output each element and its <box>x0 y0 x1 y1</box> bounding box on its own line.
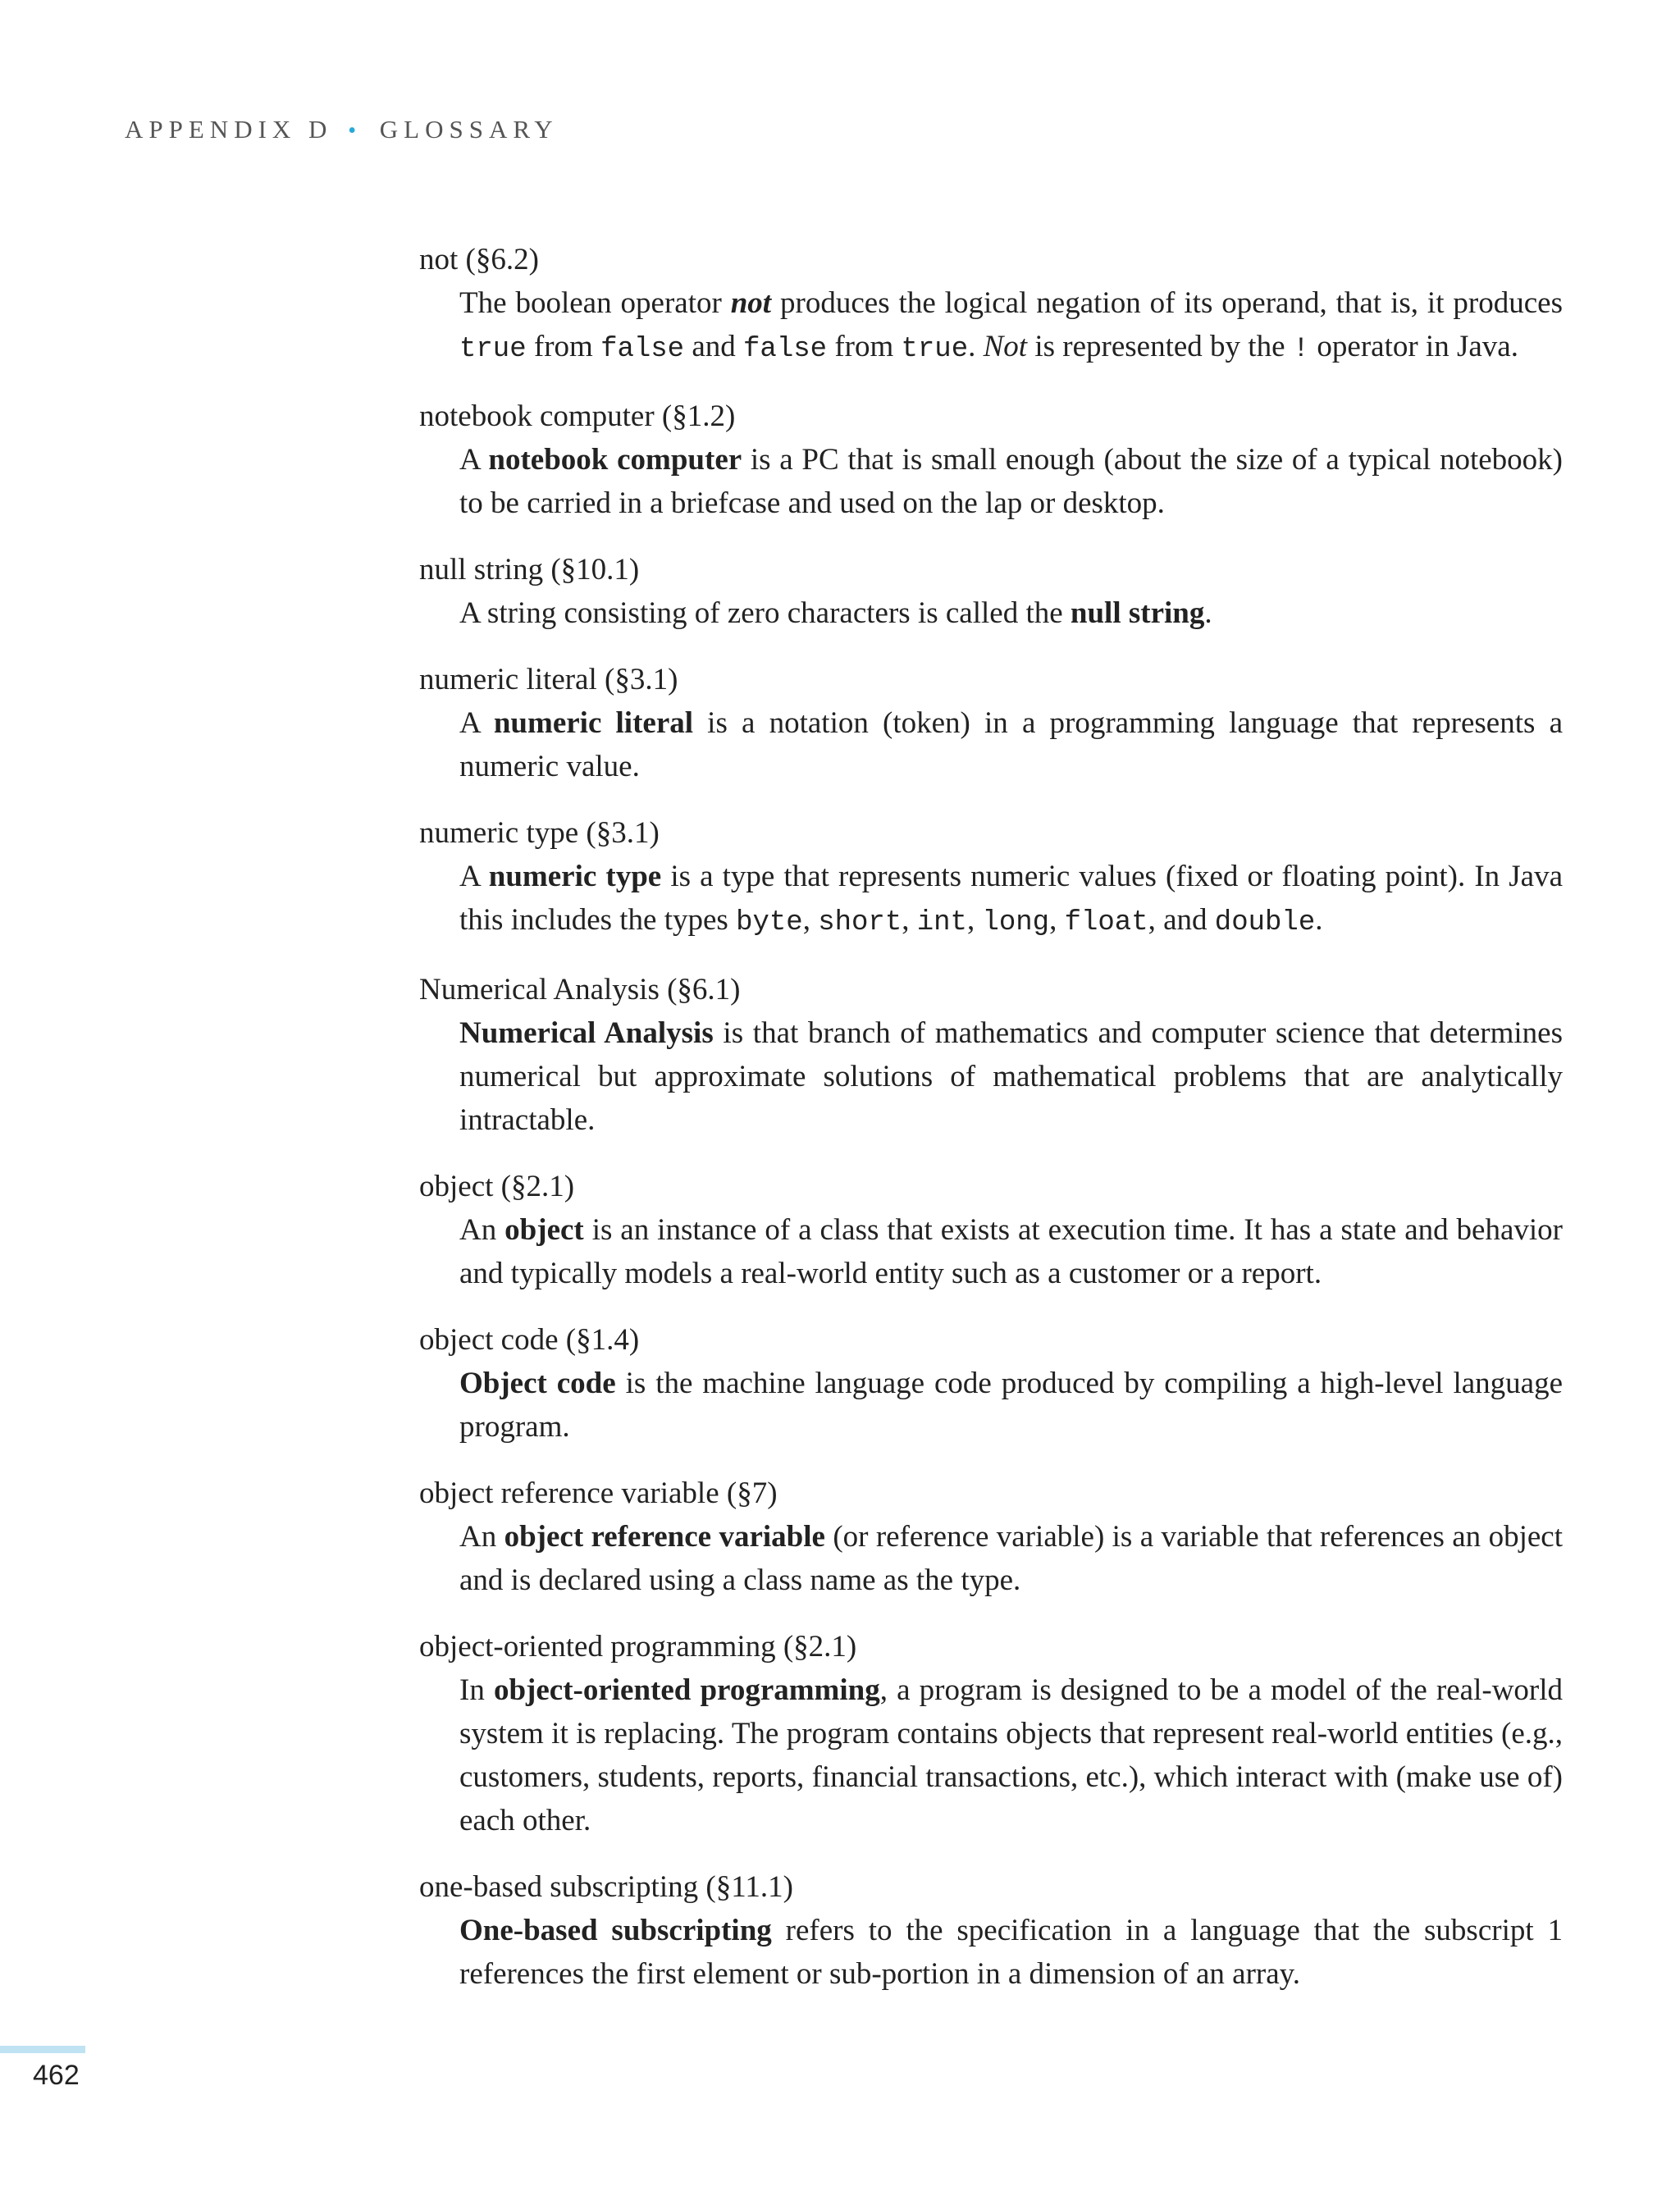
definition-text: operator in Java. <box>1309 330 1518 363</box>
glossary-term: object-oriented programming (§2.1) <box>419 1630 857 1664</box>
definition-text: , <box>902 903 917 937</box>
definition-text: is a PC that is small enough (about the size of a typical notebook) to be carried in a briefcase and used on the lap or desktop. <box>459 443 1563 520</box>
definition-text: . <box>968 330 984 363</box>
definition-text: is represented by the <box>1027 330 1293 363</box>
glossary-term: null string (§10.1) <box>419 553 640 586</box>
defined-term: One-based subscripting <box>459 1914 772 1947</box>
glossary-term: not (§6.2) <box>419 243 539 276</box>
running-head <box>125 113 559 148</box>
emphasis-text: Not <box>983 330 1028 363</box>
definition-text: from <box>827 330 902 363</box>
defined-term: Object code <box>459 1367 616 1400</box>
code-keyword: ! <box>1292 334 1310 365</box>
code-keyword: double <box>1214 907 1316 938</box>
glossary-definition <box>459 1011 1563 1142</box>
definition-text: and <box>684 330 744 363</box>
code-keyword: int <box>916 907 967 938</box>
glossary-definition <box>459 591 1563 635</box>
glossary-definition <box>459 438 1563 525</box>
page-number-rule <box>0 2046 85 2053</box>
definition-text: , <box>966 903 983 937</box>
code-keyword: byte <box>736 907 803 938</box>
glossary-entry <box>419 1472 1563 1602</box>
glossary-entry <box>419 548 1563 635</box>
defined-term: object reference variable <box>504 1520 825 1554</box>
code-keyword: long <box>982 907 1050 938</box>
definition-text: , <box>1049 903 1065 937</box>
definition-text: The boolean operator <box>459 286 731 320</box>
running-head-title: GLOSSARY <box>379 115 559 144</box>
glossary-definition <box>459 1668 1563 1842</box>
glossary-entry <box>419 811 1563 945</box>
glossary-term: numeric literal (§3.1) <box>419 663 678 696</box>
glossary-entry <box>419 658 1563 788</box>
glossary-definition <box>459 1208 1563 1295</box>
definition-text: A <box>459 706 494 740</box>
definition-text: A <box>459 860 489 893</box>
definition-text: (or reference variable) is a variable that references an object and is declared using a class name as the type. <box>459 1520 1563 1597</box>
glossary-term: notebook computer (§1.2) <box>419 399 736 433</box>
code-keyword: true <box>459 334 527 365</box>
glossary-term: numeric type (§3.1) <box>419 816 660 850</box>
definition-text: is a notation (token) in a programming language that represents a numeric value. <box>459 706 1563 783</box>
definition-text: An <box>459 1520 504 1554</box>
defined-term: null string <box>1070 596 1205 630</box>
glossary-definition <box>459 1362 1563 1449</box>
definition-text: refers to the specification in a language that the subscript 1 references the first element or sub-portion in a dimension of an array. <box>459 1914 1563 1991</box>
glossary-definition <box>459 1515 1563 1602</box>
definition-text: An <box>459 1213 505 1247</box>
code-keyword: true <box>901 334 969 365</box>
glossary-entry <box>419 1625 1563 1842</box>
running-head-section: APPENDIX D <box>125 115 333 144</box>
code-keyword: false <box>743 334 828 365</box>
glossary-entry <box>419 1165 1563 1295</box>
glossary-term: Numerical Analysis (§6.1) <box>419 973 741 1006</box>
code-keyword: short <box>818 907 902 938</box>
glossary-term: object (§2.1) <box>419 1170 575 1203</box>
defined-term: object <box>504 1213 584 1247</box>
defined-term: notebook computer <box>488 443 742 477</box>
glossary-entry <box>419 238 1563 372</box>
glossary-entry <box>419 1865 1563 1996</box>
definition-text: is a type that represents numeric values (fixed or floating point). In Java this includes the types <box>459 860 1563 937</box>
definition-text: produces the logical negation of its operand, that is, it produces <box>771 286 1563 320</box>
glossary-definition <box>459 281 1563 372</box>
definition-text: , <box>802 903 819 937</box>
glossary-definition <box>459 701 1563 788</box>
page-number: 462 <box>33 2060 80 2091</box>
defined-term: numeric type <box>488 860 662 893</box>
glossary-entry <box>419 395 1563 525</box>
code-keyword: float <box>1064 907 1148 938</box>
glossary-list <box>419 238 1563 2019</box>
definition-text: from <box>526 330 601 363</box>
glossary-term: object reference variable (§7) <box>419 1476 778 1510</box>
definition-text: . <box>1204 596 1212 630</box>
glossary-entry <box>419 1318 1563 1449</box>
glossary-term: object code (§1.4) <box>419 1323 640 1357</box>
definition-text: is that branch of mathematics and computer science that determines numerical but approximate solutions of mathematical problems that are analytically intractable. <box>459 1016 1563 1137</box>
glossary-definition <box>459 855 1563 945</box>
defined-term: not <box>730 286 772 320</box>
definition-text: is the machine language code produced by compiling a high-level language program. <box>459 1367 1563 1444</box>
glossary-term: one-based subscripting (§11.1) <box>419 1870 793 1904</box>
definition-text: A string consisting of zero characters is called the <box>459 596 1071 630</box>
definition-text: A <box>459 443 489 477</box>
definition-text: , and <box>1148 903 1215 937</box>
definition-text: . <box>1315 903 1323 937</box>
defined-term: object-oriented programming <box>493 1673 880 1707</box>
running-head-bullet: • <box>348 118 356 144</box>
glossary-definition <box>459 1909 1563 1996</box>
definition-text: is an instance of a class that exists at execution time. It has a state and behavior and typically models a real-world entity such as a customer or a report. <box>459 1213 1563 1290</box>
defined-term: Numerical Analysis <box>459 1016 714 1050</box>
definition-text: In <box>459 1673 494 1707</box>
definition-text: , a program is designed to be a model of the real-world system it is replacing. The program contains objects that represent real-world entities (e.g., customers, students, reports, financial transactions, etc.), which interact with (make use of) each other. <box>459 1673 1564 1837</box>
code-keyword: false <box>600 334 685 365</box>
defined-term: numeric literal <box>493 706 694 740</box>
glossary-entry <box>419 968 1563 1142</box>
